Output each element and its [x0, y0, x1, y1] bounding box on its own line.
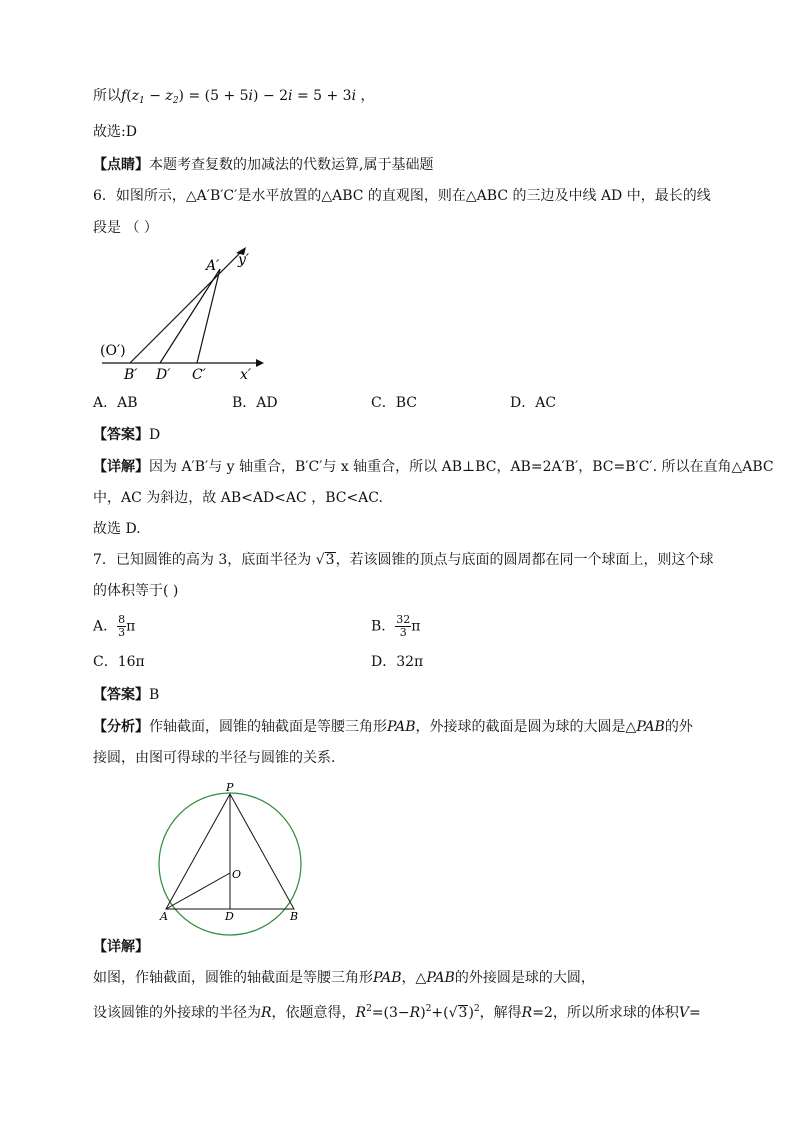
segment-a-d [160, 269, 220, 363]
label-x: x′ [240, 367, 252, 383]
point-tag: 【点睛】 [93, 157, 149, 173]
y-axis [130, 252, 241, 363]
label-d: D′ [156, 367, 171, 383]
question-6-stem-cont: 段是 （ ） [93, 220, 158, 236]
point-note: 【点睛】本题考查复数的加减法的代数运算,属于基础题 [93, 157, 434, 173]
q6-option-d: D．AC [510, 395, 557, 411]
q7-answer: 【答案】B [93, 687, 160, 703]
q6-conclusion: 故选 D. [93, 521, 141, 537]
q7-option-a: A． $\frac{8}{3}$ π [93, 613, 136, 639]
label-a: A′ [206, 258, 220, 274]
choice-result: 故选:D [93, 124, 137, 140]
label-p: P [226, 781, 234, 794]
label-b: B′ [124, 367, 138, 383]
question-7-stem-cont: 的体积等于( ) [93, 583, 179, 599]
q7-analysis-cont: 接圆，由图可得球的半径与圆锥的关系． [93, 750, 345, 766]
x-axis-arrow [256, 359, 264, 367]
q6-detail-cont: 中，AC 为斜边，故 AB<AD<AC ，BC<AC. [93, 490, 383, 506]
q6-option-a: A．AB [93, 395, 138, 411]
label-o: O [232, 868, 242, 881]
label-c: C′ [192, 367, 206, 383]
segment-a-c [197, 269, 220, 363]
question-7-stem: 7．已知圆锥的高为 3，底面半径为 √3，若该圆锥的顶点与底面的圆周都在同一个球面上，则这个球 [93, 552, 714, 568]
q6-option-c: C．BC [371, 395, 417, 411]
label-y: y′ [238, 252, 250, 268]
label-o: (O′) [100, 343, 126, 359]
q7-detail-line1: 如图，作轴截面，圆锥的轴截面是等腰三角形PAB，△PAB的外接圆是球的大圆， [93, 970, 595, 986]
q7-analysis: 【分析】作轴截面，圆锥的轴截面是等腰三角形PAB，外接球的截面是圆为球的大圆是△PAB的外 [93, 719, 693, 735]
q7-option-c: C．16π [93, 654, 145, 670]
label-d: D [225, 910, 234, 923]
oblique-view-figure [96, 242, 266, 384]
question-6-stem: 6．如图所示，△A′B′C′是水平放置的△ABC 的直观图，则在△ABC 的三边及中线 AD 中，最长的线 [93, 188, 711, 204]
q7-option-d: D．32π [371, 654, 424, 670]
q7-detail-line2: 设该圆锥的外接球的半径为R，依题意得，$R^2=(3-R)^2+(√3)^2$，解得R=2，所以所求球的体积V= [93, 1004, 701, 1021]
q6-answer: 【答案】D [93, 427, 161, 443]
q7-detail-tag: 【详解】 [93, 939, 149, 955]
label-a: A [160, 910, 168, 923]
circumcircle-figure [150, 780, 310, 938]
label-b: B [290, 910, 299, 923]
q7-option-b: B． $\frac{32}{3}$ π [371, 613, 421, 639]
equation-line: 所以$f(z_1 - z_2) = (5 + 5i) - 2i = 5 + 3i$ ， [93, 88, 375, 106]
q6-option-b: B．AD [232, 395, 278, 411]
q6-detail: 【详解】因为 A′B′与 y 轴重合，B′C′与 x 轴重合，所以 AB⊥BC，AB=2A′B′，BC=B′C′. 所以在直角△ABC [93, 459, 774, 475]
